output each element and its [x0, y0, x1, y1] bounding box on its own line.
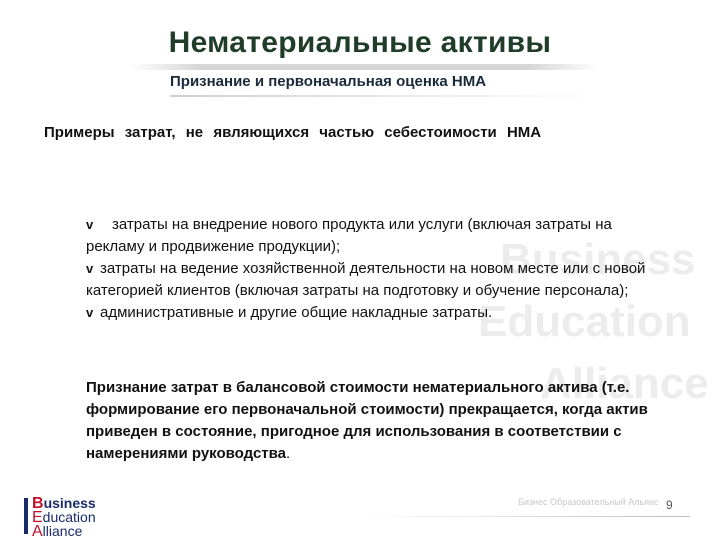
section-heading: Примеры затрат, не являющихся частью себестоимости НМА [44, 124, 542, 141]
watermark-word-business: Business [500, 235, 696, 284]
bullet-text: затраты на внедрение нового продукта или услуги (включая затраты на рекламу и продвижение продукции); [86, 216, 612, 255]
logo-line-alliance: Alliance [32, 523, 83, 540]
bullet-text: административные и другие общие накладные затраты. [100, 304, 493, 321]
bullet-marker-icon: v [86, 261, 94, 276]
paragraph-tail: . [286, 445, 291, 462]
bullet-item [86, 258, 646, 302]
logo-bar [24, 498, 28, 534]
bullet-marker-icon: v [86, 217, 94, 232]
slide-subtitle: Признание и первоначальная оценка НМА [170, 73, 487, 90]
company-logo [24, 496, 124, 538]
footer-text: Бизнес Образовательный Альянс [518, 497, 659, 507]
bullet-list [86, 214, 646, 324]
recognition-paragraph [86, 377, 676, 465]
paragraph-text: Признание затрат в балансовой стоимости нематериального актива (т.е. формирование его первоначальной стоимости) прекращается, когда актив приведен в состояние, пригодное для использования в соответствии с намерениями руководства [86, 379, 648, 462]
watermark-word-alliance: Alliance [540, 359, 709, 408]
watermark-word-education: Education [478, 297, 691, 346]
bullet-marker-icon: v [86, 305, 94, 320]
slide-title: Нематериальные активы [168, 26, 552, 59]
logo-line-business: Business [32, 495, 96, 512]
bullet-text: затраты на ведение хозяйственной деятельности на новом месте или с новой категорией клиентов (включая затраты на подготовку и обучение персонала); [86, 260, 646, 299]
bullet-item [86, 302, 646, 324]
subtitle-underline [170, 95, 600, 97]
logo-line-education: Education [32, 509, 96, 526]
footer-rule [360, 516, 690, 517]
title-underline [130, 64, 600, 70]
page-number: 9 [666, 498, 673, 512]
bullet-item [86, 214, 646, 258]
